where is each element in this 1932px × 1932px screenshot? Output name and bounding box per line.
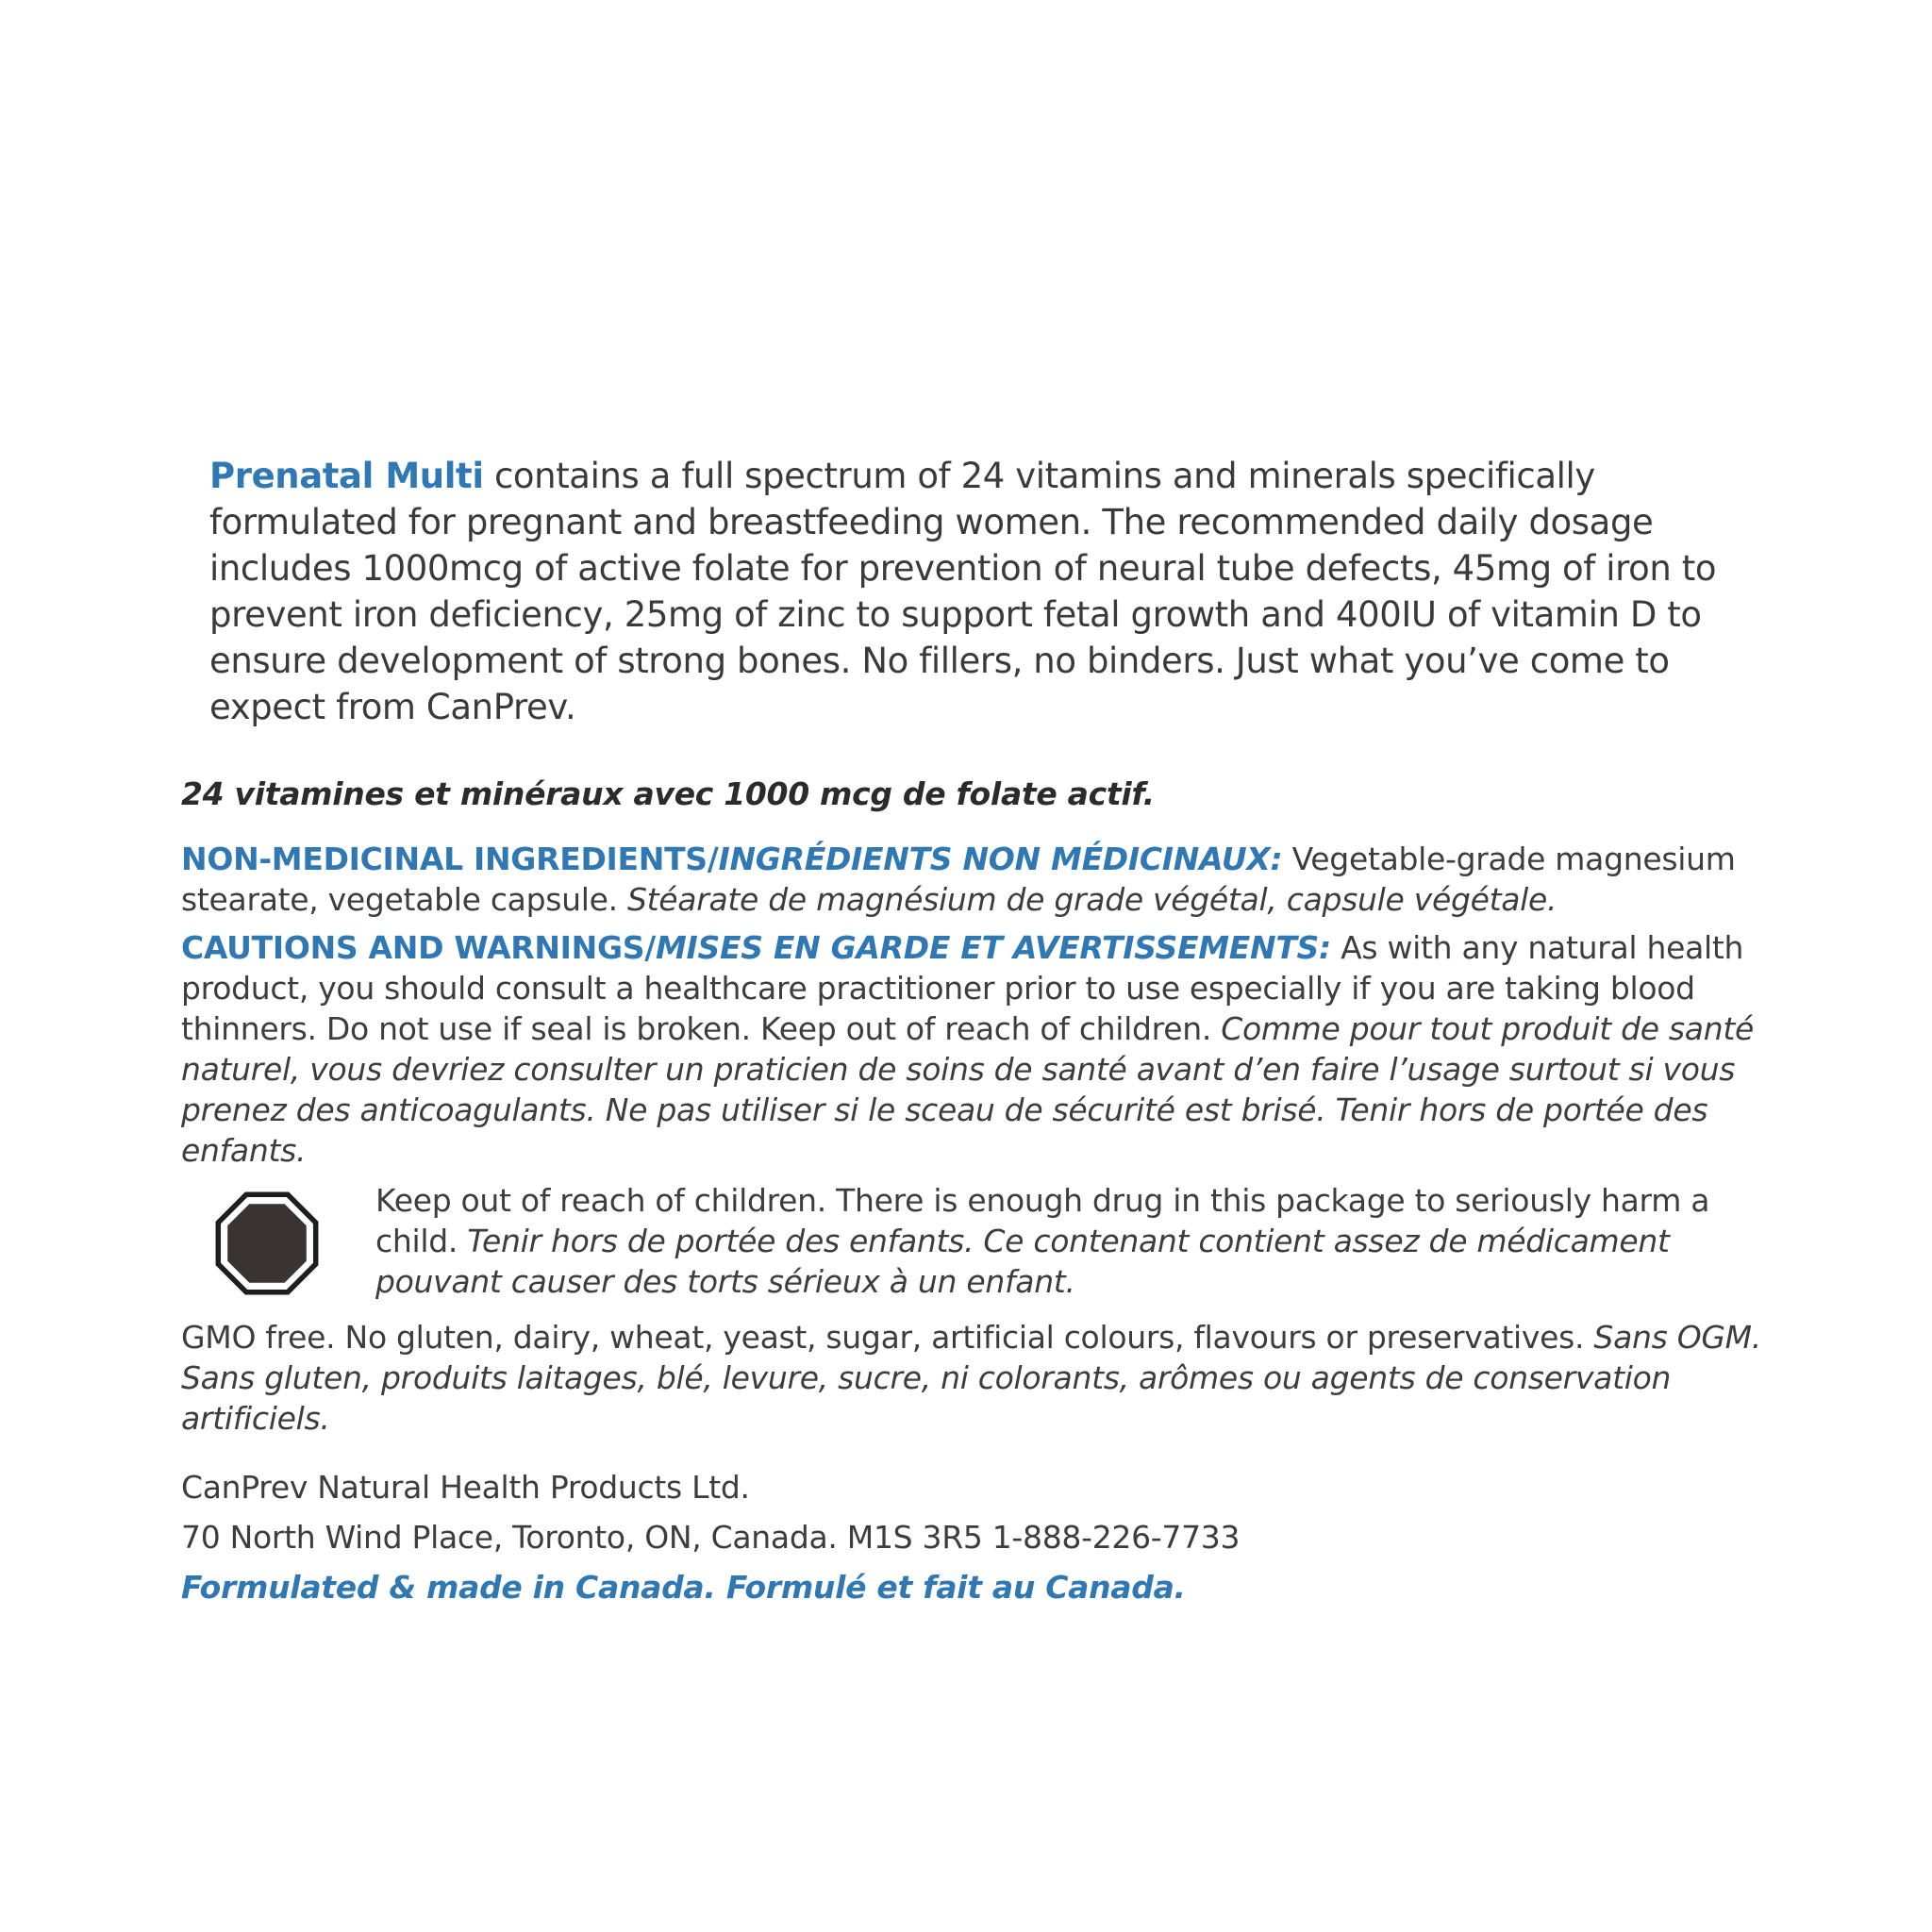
made-in-canada: Formulated & made in Canada. Formulé et fait au Canada.: [181, 1569, 1186, 1606]
cautions-label: [181, 929, 1331, 966]
company-address: 70 North Wind Place, Toronto, ON, Canada. M1S 3R5 1-888-226-7733: [181, 1519, 1241, 1556]
product-description: [209, 453, 1757, 730]
french-tagline: 24 vitamines et minéraux avec 1000 mcg de folate actif.: [181, 775, 1155, 812]
cautions-paragraph: [181, 927, 1785, 1171]
cautions-label-en: CAUTIONS AND WARNINGS/: [181, 929, 656, 966]
allergen-text-en: GMO free. No gluten, dairy, wheat, yeast, sugar, artificial colours, flavours or preservatives.: [181, 1319, 1585, 1356]
label-details: [181, 774, 1785, 1617]
child-warning-en: Keep out of reach of children. There is enough drug in this package to seriously harm a child.: [375, 1182, 1710, 1259]
ingredients-text-fr: Stéarate de magnésium de grade végétal, capsule végétale.: [617, 881, 1557, 918]
allergen-statement: [181, 1317, 1785, 1439]
product-description-text: contains a full spectrum of 24 vitamins and minerals specifically formulated for pregnant and breastfeeding women. The recommended daily dosage includes 1000mcg of active folate for prevention of neural tube defects, 45mg of iron to prevent iron deficiency, 25mg of zinc to support fetal growth and 400IU of vitamin D to ensure development of strong bones. No fillers, no binders. Just what you’ve come to expect from CanPrev.: [209, 456, 1717, 727]
cautions-text-en: As with any natural health product, you should consult a healthcare practitioner prior to use especially if you are taking blood thinners. Do not use if seal is broken. Keep out of reach of children.: [181, 929, 1744, 1047]
child-warning-fr: Tenir hors de portée des enfants. Ce contenant contient assez de médicament pouvant causer des torts sérieux à un enfant.: [375, 1223, 1670, 1300]
ingredients-paragraph: [181, 839, 1785, 920]
cautions-text-fr: Comme pour tout produit de santé naturel, vous devriez consulter un praticien de soins de santé avant d’en faire l’usage surtout si vous prenez des anticoagulants. Ne pas utiliser si le sceau de sécurité est brisé. Tenir hors de portée des enfants.: [181, 1010, 1754, 1169]
stop-sign-icon: [215, 1191, 319, 1295]
product-name: Prenatal Multi: [209, 456, 484, 496]
ingredients-label-en: NON-MEDICINAL INGREDIENTS/: [181, 841, 719, 877]
child-warning-text: [375, 1180, 1785, 1302]
child-warning: [181, 1180, 1785, 1302]
allergen-text-fr: Sans OGM. Sans gluten, produits laitages, blé, levure, sucre, ni colorants, arômes ou agents de conservation artificiels.: [181, 1319, 1761, 1437]
company-name: CanPrev Natural Health Products Ltd.: [181, 1469, 750, 1506]
ingredients-label: [181, 841, 1282, 877]
cautions-label-fr: MISES EN GARDE ET AVERTISSEMENTS:: [655, 929, 1331, 966]
ingredients-text-en: Vegetable-grade magnesium stearate, vegetable capsule.: [181, 841, 1736, 918]
ingredients-label-fr: INGRÉDIENTS NON MÉDICINAUX:: [718, 841, 1283, 877]
